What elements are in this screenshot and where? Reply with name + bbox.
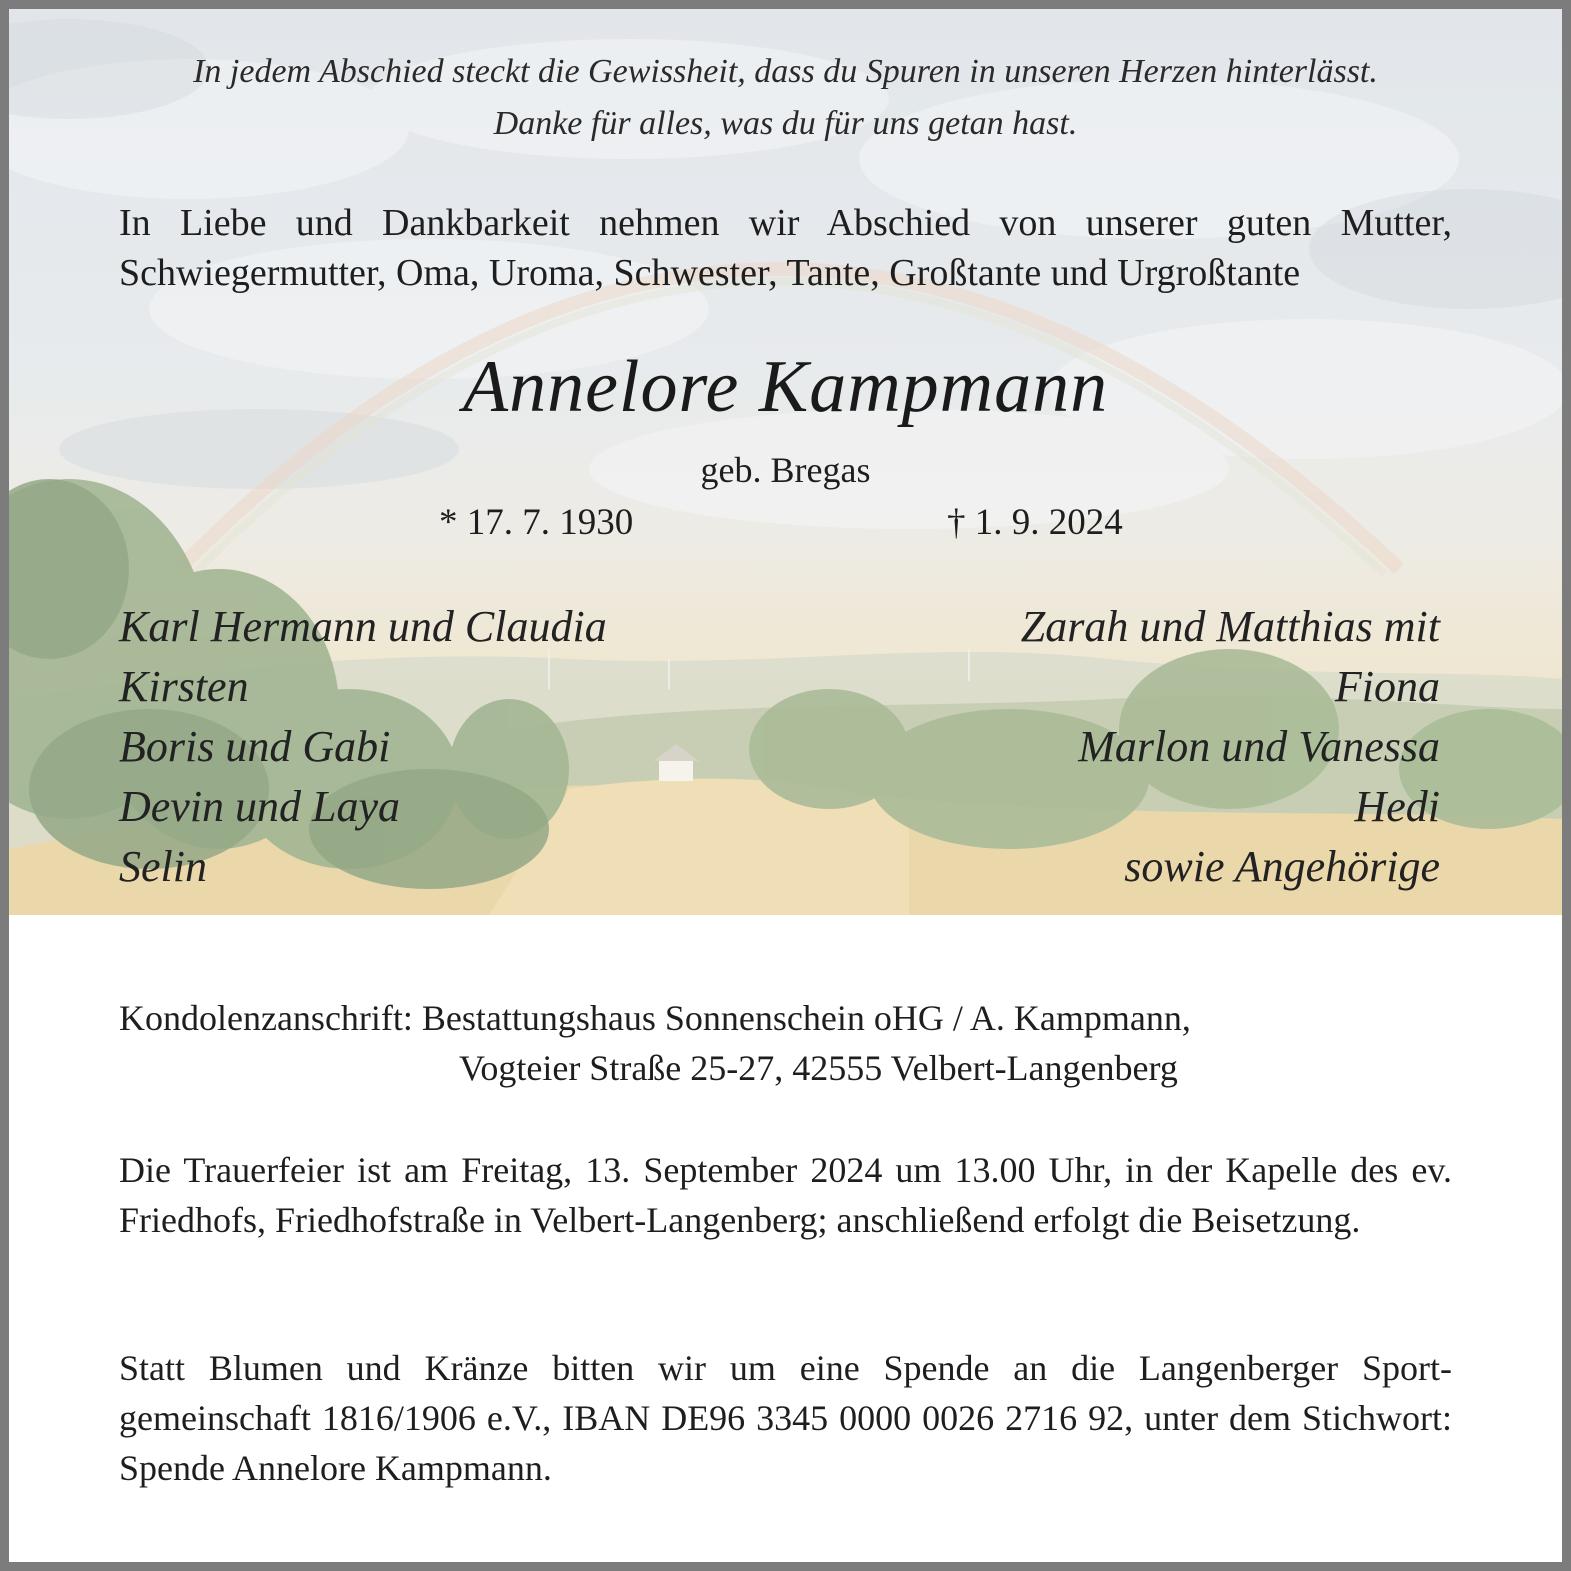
- quote-line-1: In jedem Abschied steckt die Gewissheit, dass du Spuren in unseren Herzen hinterlässt.: [193, 53, 1378, 90]
- quote-line-2: Danke für alles, was du für uns getan hast.: [493, 105, 1078, 142]
- funeral-details: Die Trauerfeier ist am Freitag, 13. September 2024 um 13.00 Uhr, in der Kapelle des ev. Friedhofs, Friedhofstraße in Velbert-Langenberg; anschließend erfolgt die Beisetzung.: [119, 1150, 1452, 1240]
- donation-request: Statt Blumen und Kränze bitten wir um eine Spende an die Langenberger Sport-gemeinschaft 1816/1906 e.V., IBAN DE96 3345 0000 0026 2716 92, unter dem Stichwort: Spende Annelore Kampmann.: [119, 1348, 1452, 1488]
- mourner-left: Karl Hermann und Claudia: [119, 602, 607, 651]
- intro-line-1: In Liebe und Dankbarkeit nehmen wir Abschied von unserer guten Mutter,: [119, 202, 1452, 244]
- mourner-right: sowie Angehörige: [1124, 842, 1440, 891]
- condolence-address: [119, 993, 1452, 1043]
- mourner-right: Marlon und Vanessa: [1078, 722, 1440, 771]
- mourner-left: Devin und Laya: [119, 782, 401, 831]
- mourner-left: Selin: [119, 842, 207, 891]
- condolence-label: Kondolenzanschrift:: [119, 998, 413, 1038]
- death-date: † 1. 9. 2024: [947, 502, 1123, 543]
- condolence-line-2: Vogteier Straße 25-27, 42555 Velbert-Langenberg: [459, 1048, 1178, 1088]
- mourner-right: Zarah und Matthias mit: [1020, 602, 1440, 651]
- mourner-right: Hedi: [1354, 782, 1440, 831]
- deceased-name: Annelore Kampmann: [462, 346, 1109, 428]
- mourner-right: Fiona: [1334, 662, 1440, 711]
- mourner-left: Kirsten: [119, 662, 249, 711]
- condolence-line-1: Bestattungshaus Sonnenschein oHG / A. Kampmann,: [421, 998, 1191, 1038]
- mourner-left: Boris und Gabi: [119, 722, 391, 771]
- maiden-name: geb. Bregas: [700, 450, 871, 490]
- birth-date: * 17. 7. 1930: [439, 502, 634, 543]
- intro-line-2: Schwiegermutter, Oma, Uroma, Schwester, Tante, Großtante und Urgroßtante: [119, 252, 1301, 294]
